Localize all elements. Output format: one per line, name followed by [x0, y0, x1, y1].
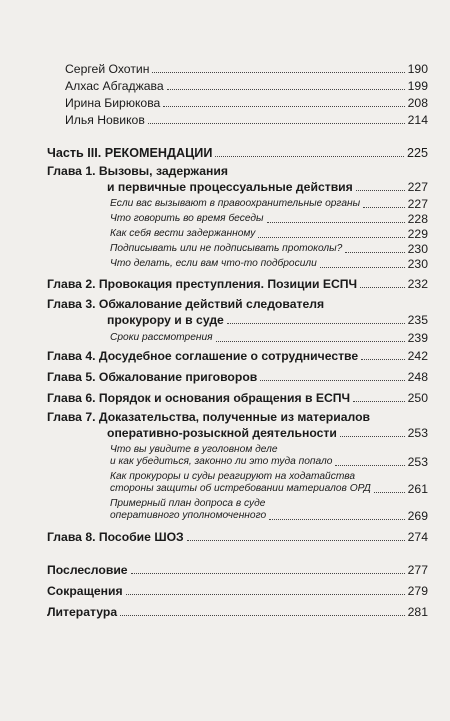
toc-part-entry: [0, 146, 450, 160]
part-title: Часть III. РЕКОМЕНДАЦИИ: [47, 146, 213, 160]
page-number: 279: [407, 584, 428, 598]
dot-leader: [353, 401, 405, 402]
chapter-title: Глава 6. Порядок и основания обращения в ЕСПЧ: [47, 391, 351, 405]
page-number: 242: [407, 349, 428, 363]
subentry-title: Что говорить во время беседы: [110, 213, 264, 224]
dot-leader: [360, 287, 405, 288]
entry-title: Алхас Абгаджава: [65, 79, 164, 93]
dot-leader: [335, 465, 404, 466]
dot-leader: [227, 323, 405, 324]
page-number: 250: [407, 391, 428, 405]
dot-leader: [345, 252, 404, 253]
entry-title: Ирина Бирюкова: [65, 96, 161, 110]
dot-leader: [340, 436, 405, 437]
toc-chapter-entry: [0, 180, 450, 194]
page-number: 274: [407, 530, 428, 544]
subentry-title-line: Как прокуроры и суды реагируют на ходатайства: [110, 471, 356, 482]
toc-entry: [0, 605, 450, 619]
page-number: 228: [407, 212, 428, 226]
toc-entry: [0, 563, 450, 577]
toc-chapter-entry: [0, 349, 450, 363]
dot-leader: [187, 540, 405, 541]
toc-subentry: [0, 456, 450, 468]
toc-entry: [0, 584, 450, 598]
toc-subentry: [0, 258, 450, 270]
chapter-title-line: Глава 3. Обжалование действий следователя: [47, 297, 325, 311]
dot-leader: [260, 380, 404, 381]
page-number: 235: [407, 313, 428, 327]
toc-entry: [0, 79, 450, 93]
chapter-title: Глава 5. Обжалование приговоров: [47, 370, 258, 384]
page-number: 190: [407, 62, 428, 76]
entry-title: Литература: [47, 605, 118, 619]
page-number: 281: [407, 605, 428, 619]
toc-chapter-entry: [0, 426, 450, 440]
subentry-title-line: Примерный план допроса в суде: [110, 498, 266, 509]
page-number: 232: [407, 277, 428, 291]
toc-subentry: [0, 332, 450, 344]
chapter-title-line: Глава 7. Доказательства, полученные из материалов: [47, 410, 371, 424]
dot-leader: [216, 341, 405, 342]
subentry-title: Подписывать или не подписывать протоколы?: [110, 243, 343, 254]
toc-entry: [0, 96, 450, 110]
toc-subentry: [0, 228, 450, 240]
toc-entry: [0, 113, 450, 127]
chapter-title-line: и первичные процессуальные действия: [107, 180, 353, 194]
dot-leader: [374, 492, 405, 493]
chapter-title-line: оперативно-розыскной деятельности: [107, 426, 337, 440]
subentry-title: Если вас вызывают в правоохранительные органы: [110, 198, 361, 209]
page-number: 227: [407, 180, 428, 194]
dot-leader: [148, 123, 405, 124]
page-number: 227: [407, 197, 428, 211]
page-number: 253: [407, 426, 428, 440]
page-number: 261: [407, 482, 428, 496]
chapter-title-line: Глава 1. Вызовы, задержания: [47, 164, 228, 178]
page-number: 230: [407, 242, 428, 256]
dot-leader: [361, 359, 404, 360]
page-number: 269: [407, 509, 428, 523]
toc-subentry: [0, 483, 450, 495]
page-number: 199: [407, 79, 428, 93]
page-number: 248: [407, 370, 428, 384]
page-number: 277: [407, 563, 428, 577]
toc-chapter-entry: [0, 391, 450, 405]
subentry-title: Как себя вести задержанному: [110, 228, 256, 239]
toc-chapter-entry: [0, 277, 450, 291]
page-number: 253: [407, 455, 428, 469]
dot-leader: [167, 89, 405, 90]
entry-title: Сергей Охотин: [65, 62, 150, 76]
page-number: 225: [406, 146, 428, 160]
subentry-title: Что делать, если вам что-то подбросили: [110, 258, 317, 269]
dot-leader: [215, 156, 404, 157]
page-number: 229: [407, 227, 428, 241]
chapter-title: Глава 2. Провокация преступления. Позиции ЕСПЧ: [47, 277, 358, 291]
entry-title: Послесловие: [47, 563, 128, 577]
entry-title: Сокращения: [47, 584, 123, 598]
chapter-title-line: прокурору и в суде: [107, 313, 224, 327]
page-number: 214: [407, 113, 428, 127]
chapter-title: Глава 8. Пособие ШОЗ: [47, 530, 184, 544]
toc-entry: [0, 62, 450, 76]
toc-chapter-entry: [0, 530, 450, 544]
dot-leader: [152, 72, 404, 73]
toc-subentry: [0, 198, 450, 210]
dot-leader: [163, 106, 404, 107]
subentry-title-line: стороны защиты об истребовании материалов ОРД: [110, 483, 371, 494]
toc-subentry: [0, 243, 450, 255]
dot-leader: [258, 237, 404, 238]
page-number: 239: [407, 331, 428, 345]
dot-leader: [131, 573, 405, 574]
dot-leader: [267, 222, 405, 223]
dot-leader: [269, 519, 404, 520]
toc-chapter-entry: [0, 370, 450, 384]
subentry-title-line: оперативного уполномоченного: [110, 510, 267, 521]
chapter-title: Глава 4. Досудебное соглашение о сотрудничестве: [47, 349, 359, 363]
entry-title: Илья Новиков: [65, 113, 145, 127]
subentry-title-line: и как убедиться, законно ли это туда попало: [110, 456, 333, 467]
dot-leader: [126, 594, 405, 595]
dot-leader: [320, 267, 405, 268]
subentry-title: Сроки рассмотрения: [110, 332, 213, 343]
dot-leader: [120, 615, 405, 616]
toc-subentry: [0, 510, 450, 522]
page-number: 230: [407, 257, 428, 271]
dot-leader: [363, 207, 405, 208]
page-number: 208: [407, 96, 428, 110]
toc-subentry: [0, 213, 450, 225]
subentry-title-line: Что вы увидите в уголовном деле: [110, 444, 278, 455]
toc-chapter-entry: [0, 313, 450, 327]
dot-leader: [356, 190, 405, 191]
